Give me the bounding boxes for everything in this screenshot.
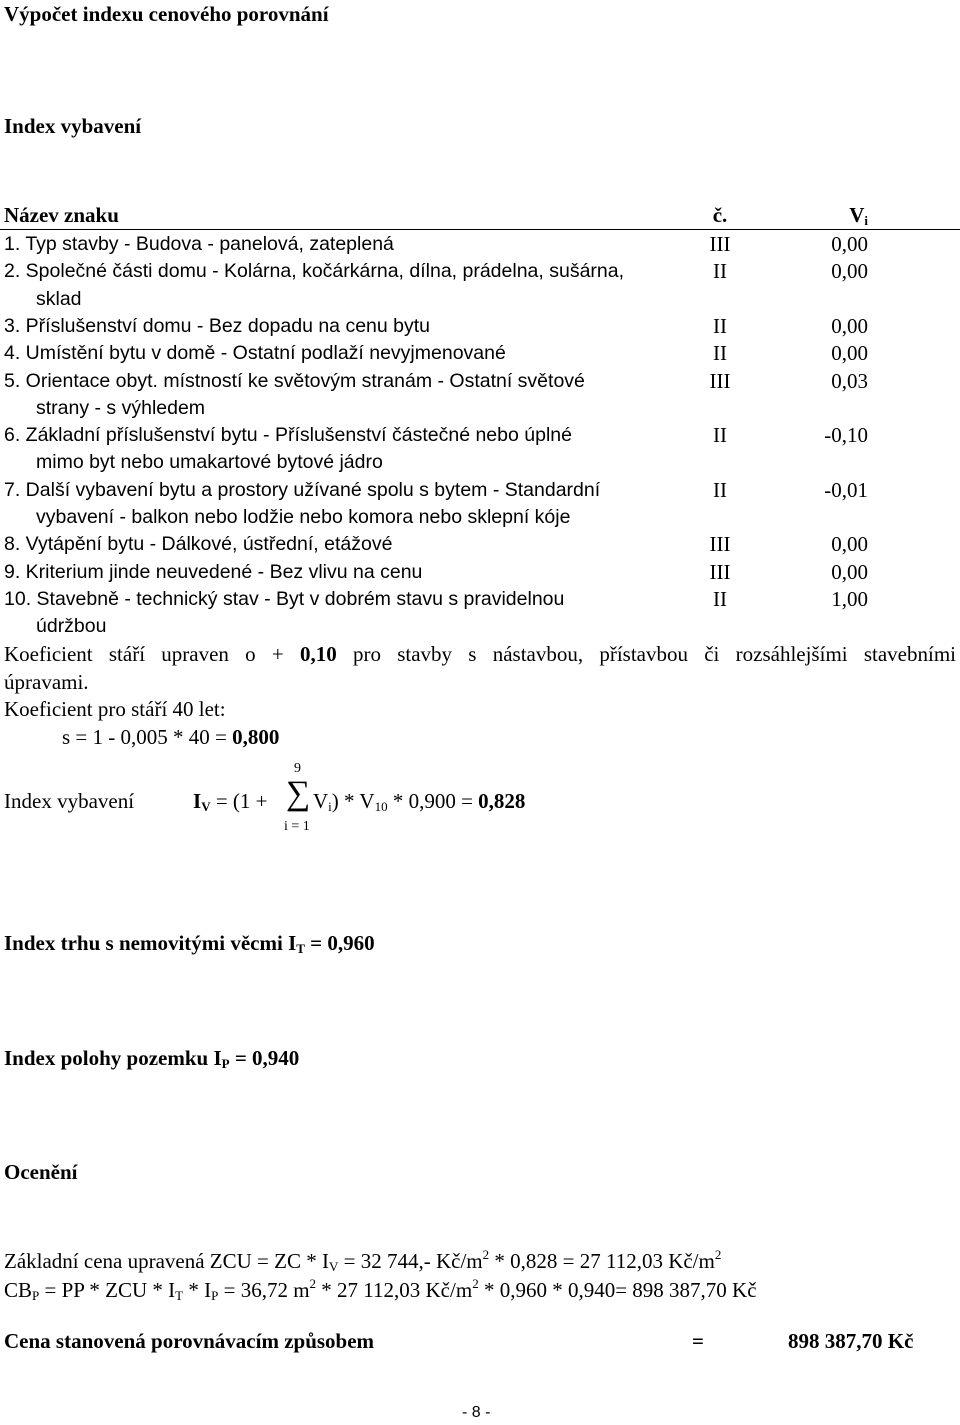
row-class-no: III bbox=[709, 232, 731, 256]
row-value: 0,00 bbox=[831, 313, 868, 338]
table-header-no: č. bbox=[712, 203, 728, 227]
row-criterion-text: 3. Příslušenství domu - Bez dopadu na cenu bytu bbox=[4, 314, 431, 337]
row-criterion-text: 4. Umístění bytu v domě - Ostatní podlaží nevyjmenované bbox=[4, 342, 506, 365]
row-class-no: III bbox=[709, 559, 731, 584]
sum-lower-limit: i = 1 bbox=[284, 819, 310, 834]
row-value: 0,00 bbox=[831, 259, 868, 284]
table-row bbox=[0, 449, 960, 476]
row-class-no: III bbox=[709, 532, 731, 557]
row-value: 0,03 bbox=[831, 368, 868, 393]
row-value: 0,00 bbox=[831, 559, 868, 584]
row-value: -0,01 bbox=[824, 477, 868, 502]
page-title: Výpočet indexu cenového porovnání bbox=[4, 2, 329, 26]
koeficient-age: Koeficient pro stáří 40 let: bbox=[4, 697, 226, 721]
table-row bbox=[0, 422, 960, 449]
row-criterion-text: mimo byt nebo umakartové bytové jádro bbox=[36, 451, 383, 474]
row-criterion-text: 8. Vytápění bytu - Dálkové, ústřední, etážové bbox=[4, 533, 393, 556]
row-class-no: III bbox=[709, 368, 731, 393]
row-value: 1,00 bbox=[831, 586, 868, 611]
table-header-rule bbox=[0, 229, 960, 230]
table-row bbox=[0, 286, 960, 313]
row-class-no: II bbox=[713, 313, 727, 338]
row-value: 0,00 bbox=[831, 341, 868, 366]
page-number: - 8 - bbox=[462, 1404, 491, 1421]
table-row bbox=[0, 477, 960, 504]
koeficient-line-1: Koeficient stáří upraven o + 0,10 pro stavby s nástavbou, přístavbou či rozsáhlejšími stavebními bbox=[4, 642, 957, 666]
row-criterion-text: 10. Stavebně - technický stav - Byt v dobrém stavu s pravidelnou bbox=[4, 587, 565, 610]
table-row bbox=[0, 531, 960, 558]
table-row bbox=[0, 368, 960, 395]
row-criterion-text: vybavení - balkon nebo lodžie nebo komora nebo sklepní kóje bbox=[36, 506, 571, 528]
iv-formula: $I_V = (1$ + bbox=[193, 789, 268, 814]
row-criterion-text: 7. Další vybavení bytu a prostory užívané spolu s bytem - Standardní bbox=[4, 478, 601, 501]
table-header-v: $V_i$ bbox=[849, 203, 868, 228]
row-criterion-text: údržbou bbox=[36, 615, 107, 638]
row-criterion-text: 6. Základní příslušenství bytu - Příslušenství částečné nebo úplné bbox=[4, 424, 572, 447]
cb-formula: $CB_P$ = PP * ZCU * $I_T * I_P = 36,72$ $m^2 * 27$ 112,03 $Kč/m^2 * 0,960 * 0,940= 898$ 387,70 Kč bbox=[4, 1276, 757, 1303]
koeficient-line-2: úpravami. bbox=[4, 670, 89, 694]
row-class-no: II bbox=[713, 586, 727, 611]
row-value: 0,00 bbox=[831, 232, 868, 256]
table-row bbox=[0, 231, 960, 258]
row-criterion-text: 1. Typ stavby - Budova - panelová, zateplená bbox=[4, 233, 394, 255]
table-row bbox=[0, 613, 960, 640]
table-row bbox=[0, 504, 960, 531]
row-value: -0,10 bbox=[824, 423, 868, 448]
sum-sigma: ∑ bbox=[286, 775, 311, 812]
table-row bbox=[0, 258, 960, 285]
row-class-no: II bbox=[713, 341, 727, 366]
table-row bbox=[0, 586, 960, 613]
row-criterion-text: 2. Společné části domu - Kolárna, kočárkárna, dílna, prádelna, sušárna, bbox=[4, 260, 625, 283]
iv-formula-rest: $V_i) * V_{10} * 0,900 = 0,828$ bbox=[313, 789, 526, 814]
table-row bbox=[0, 395, 960, 422]
row-criterion-text: 9. Kriterium jinde neuvedené - Bez vlivu na cenu bbox=[4, 560, 423, 583]
index-polohy: Index polohy pozemku $I_P = 0,940$ bbox=[4, 1046, 300, 1071]
sum-upper-limit: 9 bbox=[294, 761, 301, 776]
row-criterion-text: sklad bbox=[36, 287, 82, 310]
table-row bbox=[0, 559, 960, 586]
oceneni-heading: Ocenění bbox=[4, 1160, 78, 1184]
row-class-no: II bbox=[713, 477, 727, 502]
final-price-label: Cena stanovená porovnávacím způsobem bbox=[4, 1329, 375, 1353]
table-row bbox=[0, 313, 960, 340]
row-value: 0,00 bbox=[831, 532, 868, 557]
table-row bbox=[0, 340, 960, 367]
row-class-no: II bbox=[713, 259, 727, 284]
final-price-equals: = bbox=[692, 1329, 704, 1353]
iv-label: Index vybavení bbox=[4, 789, 135, 813]
row-criterion-text: 5. Orientace obyt. místností ke světovým stranám - Ostatní světové bbox=[4, 369, 585, 392]
final-price-value: 898 387,70 Kč bbox=[788, 1329, 914, 1353]
zcu-formula: Základní cena upravená ZCU = ZC * $I_V = 32$ 744,- $Kč/m^2 * 0,828 = 27$ 112,03 $Kč/m^2$ bbox=[4, 1247, 722, 1274]
index-trhu: Index trhu s nemovitými věcmi $I_T = 0,960$ bbox=[4, 931, 375, 956]
s-formula: s = 1 - 0,005 * 40 = 0,800 bbox=[62, 725, 280, 749]
section-heading-index-vybaveni: Index vybavení bbox=[4, 114, 142, 138]
row-criterion-text: strany - s výhledem bbox=[36, 396, 206, 419]
row-class-no: II bbox=[713, 423, 727, 448]
table-header-name: Název znaku bbox=[4, 203, 119, 227]
